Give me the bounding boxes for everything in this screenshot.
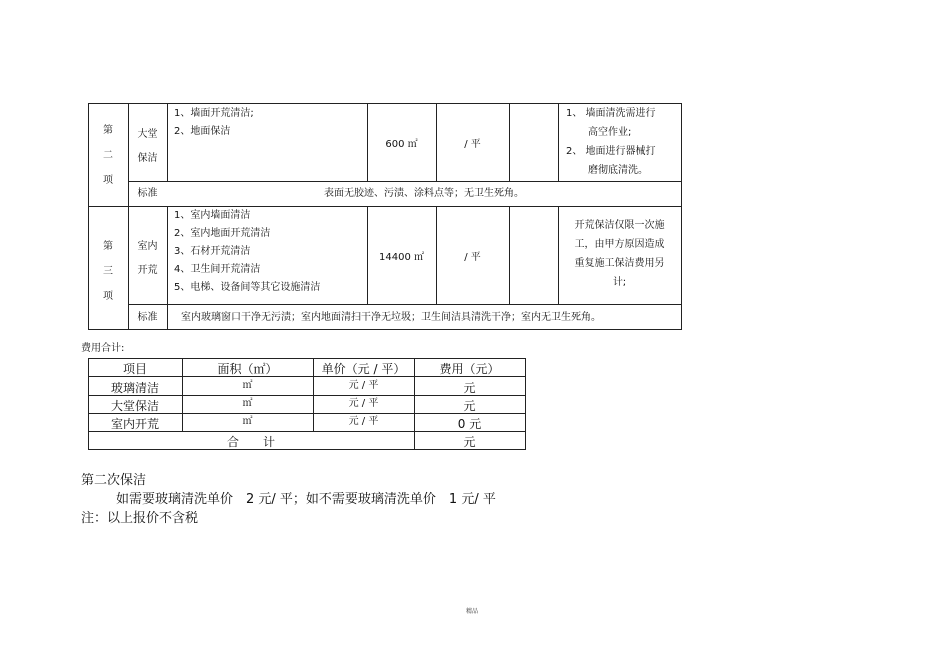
- section2-standard: 表面无胶迹、污渍、涂料点等；无卫生死角。: [324, 188, 524, 199]
- section3-category: 室内 开荒: [137, 241, 158, 276]
- fee-summary-title: 费用合计:: [81, 343, 125, 354]
- second-cleaning-detail: 如需要玻璃清洗单价 2 元/ 平；如不需要玻璃清洗单价 1 元/ 平: [116, 492, 496, 507]
- tax-note: 注：以上报价不含税: [81, 511, 199, 526]
- section3-standard: 室内玻璃窗口干净无污渍；室内地面清扫干净无垃圾；卫生间洁具清洗干净；室内无卫生死角。: [181, 312, 601, 323]
- fee-header-item: 项目: [122, 362, 147, 376]
- section3-notes: 开荒保洁仅限一次施 工，由甲方原因造成 重复施工保洁费用另 计;: [574, 220, 665, 288]
- section2-label: 第 二 项: [103, 125, 113, 186]
- fee-row-item: 大堂保洁: [110, 399, 159, 413]
- second-cleaning-title: 第二次保洁: [81, 473, 147, 488]
- fee-header-fee: 费用（元）: [439, 362, 500, 376]
- fee-total-label: 合 计: [226, 435, 275, 449]
- section2-category: 大堂 保洁: [137, 129, 158, 164]
- fee-row-price: 元 / 平: [348, 380, 379, 391]
- fee-row-area: ㎡: [242, 380, 253, 391]
- fee-row-price: 元 / 平: [348, 416, 379, 427]
- fee-header-area: 面积（㎡）: [217, 362, 278, 376]
- section2-standard-label: 标准: [137, 188, 158, 199]
- section2-notes: 1、 墙面清洗需进行 高空作业; 2、 地面进行器械打 磨彻底清洗。: [566, 108, 656, 176]
- fee-row-area: ㎡: [242, 416, 253, 427]
- fee-total-value: 元: [463, 435, 476, 449]
- section3-standard-label: 标准: [137, 312, 158, 323]
- section2-area: 600 ㎡: [385, 139, 418, 150]
- fee-row-item: 室内开荒: [110, 417, 159, 431]
- page-mark: 精品: [466, 608, 479, 615]
- section3-items: 1、室内墙面清洁 2、室内地面开荒清洁 3、石材开荒清洁 4、卫生间开荒清洁 5、电梯、设备间等其它设施清洁: [174, 210, 321, 293]
- fee-row-fee: 元: [463, 381, 476, 395]
- fee-row-item: 玻璃清洁: [110, 381, 159, 395]
- section2-items: 1、墙面开荒清洁; 2、地面保洁: [174, 108, 254, 137]
- fee-row-area: ㎡: [242, 398, 253, 409]
- section2-unit: / 平: [464, 139, 481, 150]
- section3-label: 第 三 项: [103, 241, 113, 302]
- section3-area: 14400 ㎡: [379, 252, 424, 263]
- fee-row-fee: 0 元: [457, 417, 482, 431]
- fee-header-price: 单价（元 / 平）: [321, 362, 406, 376]
- fee-row-fee: 元: [463, 399, 476, 413]
- fee-row-price: 元 / 平: [348, 398, 379, 409]
- section3-unit: / 平: [464, 252, 481, 263]
